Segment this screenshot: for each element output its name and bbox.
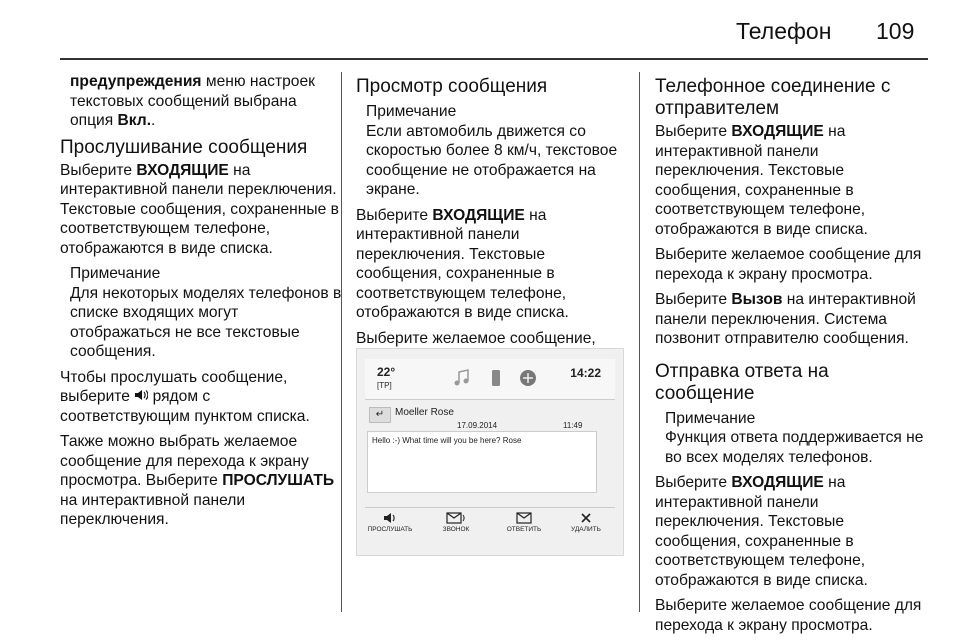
header-divider <box>60 58 928 60</box>
page-header <box>0 0 960 60</box>
note <box>60 264 342 362</box>
page-number: 109 <box>876 18 915 44</box>
tp-indicator: [TP] <box>377 381 392 390</box>
status-bar <box>365 359 615 400</box>
section-heading: Телефонное соединение с отправителем <box>655 76 891 119</box>
paragraph: Выберите ВХОДЯЩИЕ на интерактивной панели переключения. Текстовые сообщения, сохраненные в соответствующем телефоне, отображаются в виде списка. <box>655 474 868 589</box>
note-title: Примечание <box>366 103 457 120</box>
paragraph: Выберите ВХОДЯЩИЕ на интерактивной панели переключения. Текстовые сообщения, сохраненные в соответствующем телефоне, отображаются в виде списка. <box>655 123 868 238</box>
close-icon <box>580 512 592 524</box>
note-text: Для некоторых моделях телефонов в списке входящих могут отображаться не все текстовые сообщения. <box>70 284 342 360</box>
listen-button[interactable]: ПРОСЛУШАТЬ <box>365 512 415 533</box>
note <box>655 409 927 468</box>
message-text: Hello :-) What time will you be here? Rose <box>367 431 597 493</box>
clock: 14:22 <box>570 366 601 380</box>
section-heading: Отправка ответа на сообщение <box>655 360 829 404</box>
temperature: 22° <box>377 365 396 379</box>
continued-paragraph: предупреждения меню настроек текстовых сообщений выбрана опция Вкл.. <box>70 73 315 129</box>
envelope-phone-icon <box>446 512 466 524</box>
column-2 <box>356 72 624 374</box>
paragraph: Выберите Вызов на интерактивной панели переключения. Система позвонит отправителю сообщения. <box>655 291 916 347</box>
paragraph: Выберите ВХОДЯЩИЕ на интерактивной панели переключения. Текстовые сообщения, сохраненные в соответствующем телефоне, отображаются в виде списка. <box>356 206 569 321</box>
back-button[interactable]: ↵ <box>369 407 391 423</box>
paragraph: Чтобы прослушать сообщение, выберите рядом с соответствующим пунктом списка. <box>60 368 310 425</box>
page-title: Телефон <box>736 18 832 44</box>
call-button[interactable]: ЗВОНОК <box>431 512 481 533</box>
interaction-bar <box>365 507 615 542</box>
speaker-icon <box>134 389 148 401</box>
reply-button[interactable]: ОТВЕТИТЬ <box>499 512 549 533</box>
paragraph: Выберите желаемое сообщение для перехода к экрану просмотра. <box>655 597 922 634</box>
navigation-icon <box>517 367 539 389</box>
envelope-reply-icon <box>514 512 534 524</box>
column-1 <box>60 72 342 536</box>
note <box>356 102 624 200</box>
sender-name: Moeller Rose <box>395 407 454 418</box>
speaker-icon <box>382 512 398 524</box>
message-time: 11:49 <box>563 421 583 430</box>
delete-button[interactable]: УДАЛИТЬ <box>561 512 611 533</box>
note-title: Примечание <box>665 409 756 427</box>
section-heading: Прослушивание сообщения <box>60 136 308 158</box>
paragraph: Выберите желаемое сообщение, <box>356 329 596 347</box>
paragraph: Выберите ВХОДЯЩИЕ на интерактивной панели переключения. Текстовые сообщения, сохраненные в соответствующем телефоне, отображаются в виде списка. <box>60 161 339 257</box>
infotainment-screen <box>356 348 624 556</box>
paragraph: Также можно выбрать желаемое сообщение для перехода к экрану просмотра. Выберите ПРОСЛУШАТЬ на интерактивной панели переключения. <box>60 433 335 528</box>
column-3 <box>655 72 927 641</box>
music-icon <box>451 367 473 389</box>
note-text: Функция ответа поддерживается не во всех моделях телефонов. <box>665 429 924 466</box>
section-heading: Просмотр сообщения <box>356 76 548 97</box>
phone-icon <box>485 367 507 389</box>
note-text: Если автомобиль движется со скоростью более 8 км/ч, текстовое сообщение не отображается на экране. <box>366 122 618 198</box>
note-title: Примечание <box>70 265 161 282</box>
column-divider <box>639 72 640 612</box>
message-date: 17.09.2014 <box>457 421 498 430</box>
paragraph: Выберите желаемое сообщение для перехода к экрану просмотра. <box>655 246 922 283</box>
